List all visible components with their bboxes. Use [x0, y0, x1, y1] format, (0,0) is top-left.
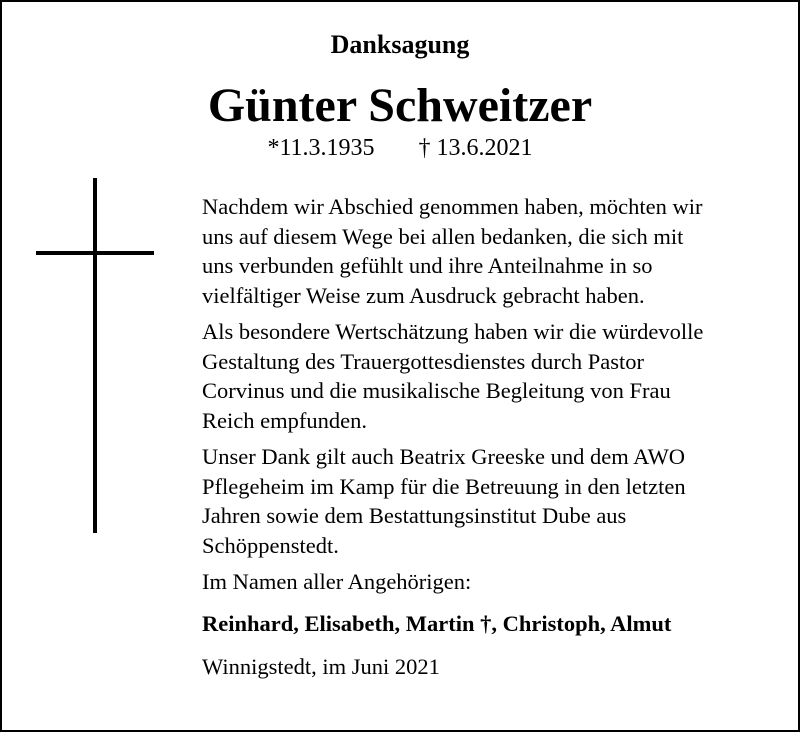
- place-date: Winnigstedt, im Juni 2021: [202, 654, 440, 679]
- closing-line: Im Namen aller Angehörigen:: [202, 569, 472, 594]
- deceased-name: Günter Schweitzer: [207, 79, 593, 132]
- paragraph-appreciation: Als besondere Wertschätzung haben wir die würdevolle Gestaltung des Trauergottesdienstes durch Pastor Corvinus und die musikalische Begleitung von Frau Reich empfunden.: [202, 319, 704, 433]
- signers: Reinhard, Elisabeth, Martin †, Christoph, Almut: [202, 610, 672, 636]
- paragraph-thanks: Nachdem wir Abschied genommen haben, möchten wir uns auf diesem Wege bei allen bedanken, die sich mit uns verbunden gefühlt und ihre Anteilnahme in so vielfältiger Weise zum Ausdruck gebracht haben.: [202, 194, 703, 308]
- life-dates: [0, 133, 800, 163]
- cross-icon: [36, 178, 154, 533]
- notice-heading: Danksagung: [330, 30, 470, 59]
- notice-text: [202, 192, 792, 689]
- birth-date: *11.3.1935: [267, 135, 375, 161]
- death-date: † 13.6.2021: [418, 135, 533, 161]
- paragraph-further-thanks: Unser Dank gilt auch Beatrix Greeske und dem AWO Pflegeheim im Kamp für die Betreuung in den letzten Jahren sowie dem Bestattungsinstitut Dube aus Schöppenstedt.: [202, 444, 686, 558]
